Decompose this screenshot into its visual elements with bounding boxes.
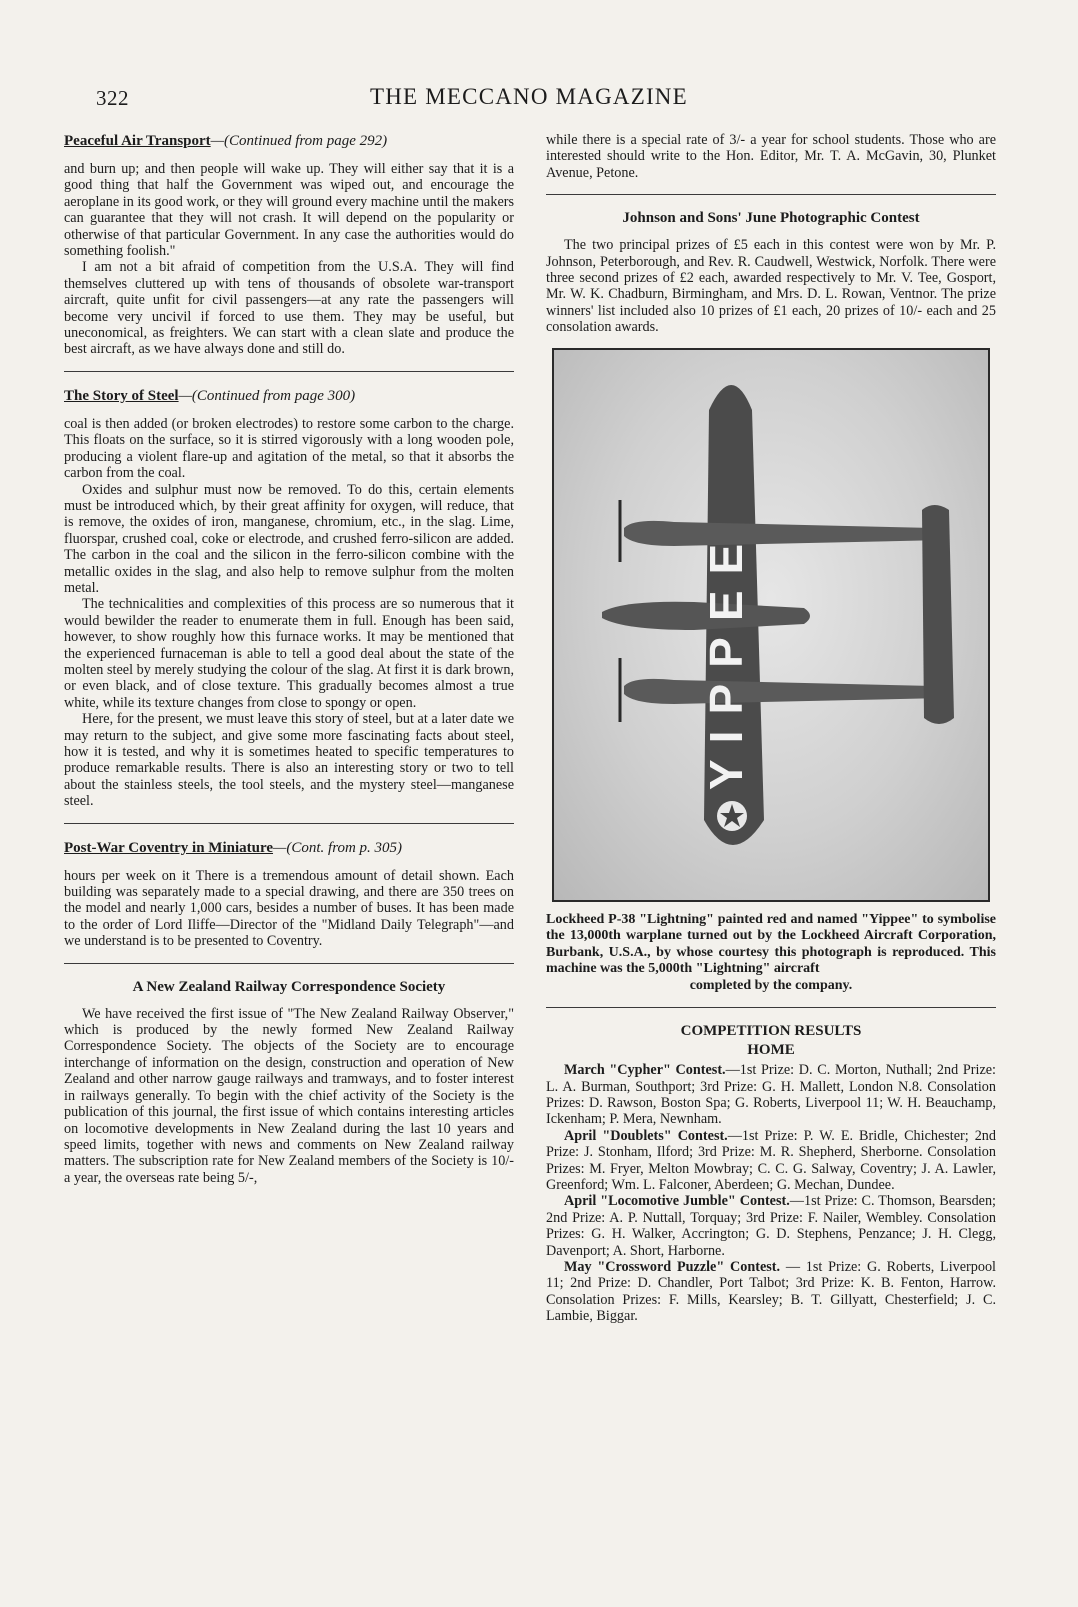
aircraft-photo bbox=[552, 348, 990, 902]
divider bbox=[546, 194, 996, 195]
result-winners: —1st Prize: P. W. E. Bridle, Chichester; 2nd Prize: J. Stonham, Ilford; 3rd Prize: M. R. Shepherd, Sherborne. Consolation Prizes: M. Fryer, Melton Mowbray; C. C. G. Salway, Coventry; J. A. Lawler, Greenford; Wm. L. Falconer, Aberdeen; G. Mechan, Dundee. bbox=[546, 1127, 996, 1193]
paragraph: Here, for the present, we must leave this story of steel, but at a later date we may return to the subject, and give some more fascinating facts about steel, how it is tested, and why it is sometimes heated to specific temperatures to produce remarkable results. There is also an interesting story or two to tell about the stainless steels, the tool steels, and the mystery steel—manganese steel. bbox=[64, 711, 514, 810]
left-column bbox=[64, 132, 514, 1186]
divider bbox=[64, 823, 514, 824]
result-contest-name: March "Cypher" Contest. bbox=[564, 1062, 726, 1079]
wing-lettering: YIPPEE bbox=[700, 527, 752, 790]
tailplane bbox=[922, 505, 954, 724]
upper-boom bbox=[624, 521, 945, 546]
right-column bbox=[546, 132, 996, 1325]
section-heading-air-transport bbox=[64, 132, 514, 151]
section-title: Post-War Coventry in Miniature bbox=[64, 839, 274, 856]
result-entry bbox=[546, 1193, 996, 1259]
page-number: 322 bbox=[96, 86, 129, 110]
result-contest-name: April "Doublets" Contest. bbox=[564, 1127, 728, 1144]
photo-caption bbox=[546, 912, 996, 995]
caption-body: Lockheed P-38 "Lightning" painted red and named "Yippee" to symbolise the 13,000th warplane turned out by the Lockheed Aircraft Corporation, Burbank, U.S.A., by whose courtesy this photograph is reproduced. This machine was the 5,000th "Lightning" aircraft bbox=[546, 911, 996, 977]
paragraph: The two principal prizes of £5 each in this contest were won by Mr. P. Johnson, Peterborough, and Rev. R. Caudwell, Westwick, Norfolk. There were three second prizes of £2 each, awarded respectively to Mr. V. Tee, Gosport, Mr. W. K. Chadburn, Birmingham, and Mrs. D. L. Rowan, Ventnor. The prize winners' list included also 10 prizes of £1 each, 20 prizes of 10/- each and 25 consolation awards. bbox=[546, 237, 996, 336]
competition-results-title: COMPETITION RESULTS bbox=[680, 1023, 862, 1040]
result-contest-name: May "Crossword Puzzle" Contest. bbox=[564, 1259, 781, 1276]
caption-last-line: completed by the company. bbox=[689, 977, 853, 993]
result-winners: — 1st Prize: G. Roberts, Liverpool 11; 2nd Prize: D. Chandler, Port Talbot; 3rd Prize: K. B. Fenton, Harrow. Consolation Prizes: F. Mills, Kearsley; B. T. Gillyatt, Chesterfield; J. C. Lambie, Biggar. bbox=[546, 1259, 996, 1325]
competition-results-subtitle: HOME bbox=[747, 1042, 795, 1059]
paragraph: The technicalities and complexities of this process are so numerous that it would bewilder the reader to enumerate them in full. Enough has been said, however, to show roughly how this furnace works. It may be mentioned that the experienced furnaceman is able to tell a good deal about the state of the molten steel by merely studying the colour of the slag. At first it is dark brown, or even black, and of close texture. This gradually becomes almost a true white, while its texture changes from close to spongy or open. bbox=[64, 596, 514, 711]
result-winners: —1st Prize: D. C. Morton, Nuthall; 2nd Prize: L. A. Burman, Southport; 3rd Prize: G. H. Mallett, London N.8. Consolation Prizes: D. Rawson, Boston Spa; G. Roberts, Liverpool 11; W. H. Beauchamp, Ickenham; P. Mera, Newnham. bbox=[546, 1062, 996, 1128]
section-heading-nz-railway: A New Zealand Railway Correspondence Society bbox=[132, 978, 446, 995]
paragraph: and burn up; and then people will wake up. They will either say that it is a good thing that half the Government was wiped out, and encourage the aeroplane in its good work, or they will ground every machine until the makers can guarantee that they will not crash. It will depend on the popularity or otherwise of that particular Government. In any case the authorities would do something foolish." bbox=[64, 161, 514, 260]
paragraph: I am not a bit afraid of competition from the U.S.A. They will find themselves cluttered up with tens of thousands of obsolete war-transport aircraft, quite unfit for civil passengers—at any rate the passengers will become very uncivil if forced to use them. They may be useful, but uneconomical, as freighters. We can start with a clean slate and produce the best aircraft, as we have always done and still do. bbox=[64, 259, 514, 358]
section-heading-steel bbox=[64, 387, 514, 406]
paragraph: while there is a special rate of 3/- a year for school students. Those who are interested should write to the Hon. Editor, Mr. T. A. McGavin, 30, Plunket Avenue, Petone. bbox=[546, 132, 996, 181]
section-heading-coventry bbox=[64, 839, 514, 858]
divider bbox=[64, 963, 514, 964]
divider bbox=[546, 1007, 996, 1008]
p38-lightning-illustration bbox=[554, 350, 988, 900]
divider bbox=[64, 371, 514, 372]
continuation-note: —(Continued from page 292) bbox=[210, 133, 388, 149]
section-title: Peaceful Air Transport bbox=[64, 133, 211, 149]
paragraph: hours per week on it There is a tremendous amount of detail shown. Each building was separately made to a special drawing, and there are 350 trees on the model and nearly 1,000 cars, besides a number of buses. It has been made to the order of Lord Iliffe—Director of the "Midland Daily Telegraph"—and we understand is to be presented to Coventry. bbox=[64, 867, 514, 950]
result-contest-name: April "Locomotive Jumble" Contest. bbox=[564, 1193, 790, 1210]
lower-boom bbox=[624, 679, 945, 704]
continuation-note: —(Cont. from p. 305) bbox=[273, 839, 403, 856]
result-entry bbox=[546, 1062, 996, 1128]
result-entry bbox=[546, 1259, 996, 1325]
paragraph: Oxides and sulphur must now be removed. To do this, certain elements must be introduced which, by their great affinity for oxygen, will reduce, that is remove, the oxides of iron, manganese, chromium, etc., in the slag. Lime, fluorspar, crushed coal, coke or electrode, and crushed ferro-silicon are added. The carbon in the coal and the silicon in the ferro-silicon combine with the metallic oxides in the slag, and also help to remove sulphur from the molten metal. bbox=[64, 481, 514, 596]
section-title: The Story of Steel bbox=[64, 387, 179, 404]
magazine-title: THE MECCANO MAGAZINE bbox=[370, 84, 688, 109]
section-heading-photo-contest: Johnson and Sons' June Photographic Contest bbox=[622, 210, 920, 227]
continuation-note: —(Continued from page 300) bbox=[178, 387, 356, 404]
paragraph: We have received the first issue of "The New Zealand Railway Observer," which is produced by the newly formed New Zealand Railway Correspondence Society. The objects of the Society are to encourage interchange of information on the design, construction and operation of New Zealand and other narrow gauge railways and tramways, and to foster interest in railways generally. To begin with the chief activity of the Society is the publication of this journal, the first issue of which contains interesting articles on locomotive developments in New Zealand during the last 10 years and speed limits, together with news and comments on New Zealand railway matters. The subscription rate for New Zealand members of the Society is 10/- a year, the overseas rate being 5/-, bbox=[64, 1005, 514, 1186]
result-winners: —1st Prize: C. Thomson, Bearsden; 2nd Prize: A. P. Nuttall, Torquay; 3rd Prize: F. Nailer, Wembley. Consolation Prizes: G. H. Walker, Accrington; G. D. Stephens, Penzance; J. H. Clegg, Davenport; A. Short, Harborne. bbox=[546, 1193, 996, 1259]
result-entry bbox=[546, 1128, 996, 1194]
paragraph: coal is then added (or broken electrodes) to restore some carbon to the charge. This floats on the surface, so it is stirred vigorously with a long wooden pole, producing a violent flare-up and agitation of the metal, so that it absorbs the carbon from the coal. bbox=[64, 415, 514, 482]
